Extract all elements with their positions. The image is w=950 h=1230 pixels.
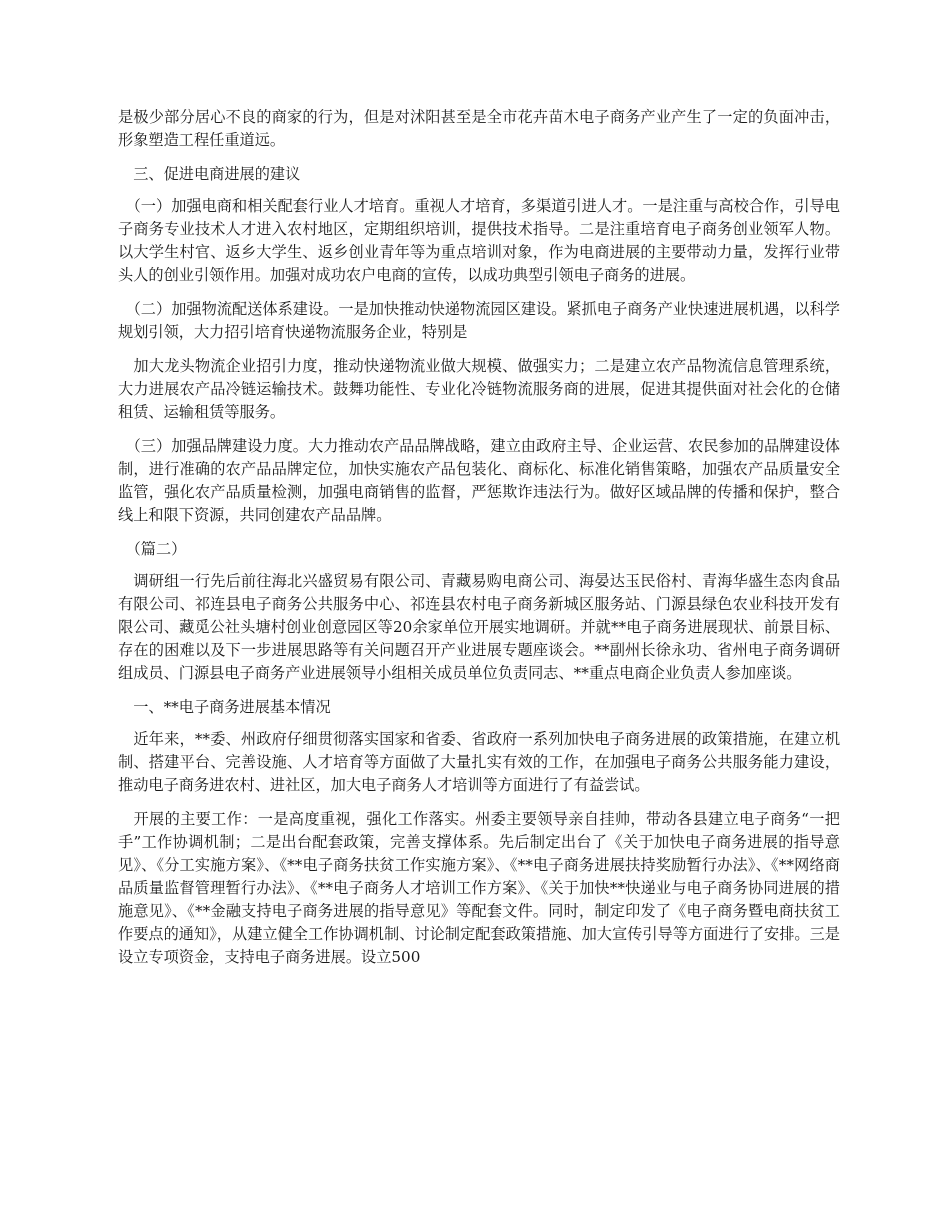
paragraph-continuation: 是极少部分居心不良的商家的行为，但是对沭阳甚至是全市花卉苗木电子商务产业产生了一定的负面冲击，形象塑造工程任重道远。 <box>118 108 840 149</box>
section-heading-basic: 一、**电子商务进展基本情况 <box>118 698 331 716</box>
paragraph-talent: （一）加强电商和相关配套行业人才培育。重视人才培育，多渠道引进人才。一是注重与高校合作，引导电子商务专业技术人才进入农村地区，定期组织培训，提供技术指导。二是注重培育电子商务创业领军人物。以大学生村官、返乡大学生、返乡创业青年等为重点培训对象，作为电商进展的主要带动力量，发挥行业带头人的创业引领作用。加强对成功农户电商的宣传，以成功典型引领电子商务的进展。 <box>118 197 840 284</box>
document-body <box>118 106 840 980</box>
part-heading: （篇二） <box>118 540 187 558</box>
paragraph-logistics-cont: 加大龙头物流企业招引力度，推动快递物流业做大规模、做强实力；二是建立农产品物流信息管理系统，大力进展农产品冷链运输技术。鼓舞功能性、专业化冷链物流服务商的进展，促进其提供面对社会化的仓储租赁、运输租赁等服务。 <box>118 357 840 421</box>
paragraph-logistics: （二）加强物流配送体系建设。一是加快推动快递物流园区建设。紧抓电子商务产业快速进展机遇，以科学规划引领，大力招引培育快递物流服务企业，特别是 <box>118 300 840 341</box>
paragraph-main-work: 开展的主要工作：一是高度重视，强化工作落实。州委主要领导亲自挂帅，带动各县建立电子商务“一把手”工作协调机制；二是出台配套政策，完善支撑体系。先后制定出台了《关于加快电子商务进展的指导意见》、《分工实施方案》、《**电子商务扶贫工作实施方案》、《**电子商务进展扶持奖励暂行办法》、《**网络商品质量监督管理暂行办法》、《**电子商务人才培训工作方案》、《关于加快**快递业与电子商务协同进展的措施意见》、《**金融支持电子商务进展的指导意见》等配套文件。同时，制定印发了《电子商务暨电商扶贫工作要点的通知》，从建立健全工作协调机制、讨论制定配套政策措施、加大宣传引导等方面进行了安排。三是设立专项资金，支持电子商务进展。设立500 <box>118 810 840 966</box>
paragraph-research: 调研组一行先后前往海北兴盛贸易有限公司、青藏易购电商公司、海晏达玉民俗村、青海华盛生态肉食品有限公司、祁连县电子商务公共服务中心、祁连县农村电子商务新城区服务站、门源县绿色农业科技开发有限公司、藏觅公社头塘村创业创意园区等20余家单位开展实地调研。并就**电子商务进展现状、前景目标、存在的困难以及下一步进展思路等有关问题召开产业进展专题座谈会。**副州长徐永功、省州电子商务调研组成员、门源县电子商务产业进展领导小组相关成员单位负责同志、**重点电商企业负责人参加座谈。 <box>118 572 840 682</box>
paragraph-recent-years: 近年来，**委、州政府仔细贯彻落实国家和省委、省政府一系列加快电子商务进展的政策措施，在建立机制、搭建平台、完善设施、人才培育等方面做了大量扎实有效的工作，在加强电子商务公共服务能力建设，推动电子商务进农村、进社区，加大电子商务人才培训等方面进行了有益尝试。 <box>118 730 840 794</box>
section-heading-suggestions: 三、促进电商进展的建议 <box>118 165 301 183</box>
paragraph-brand: （三）加强品牌建设力度。大力推动农产品品牌战略，建立由政府主导、企业运营、农民参加的品牌建设体制，进行准确的农产品品牌定位，加快实施农产品包装化、商标化、标准化销售策略，加强农产品质量安全监管，强化农产品质量检测，加强电商销售的监督，严惩欺诈违法行为。做好区域品牌的传播和保护，整合线上和限下资源，共同创建农产品品牌。 <box>118 437 840 524</box>
